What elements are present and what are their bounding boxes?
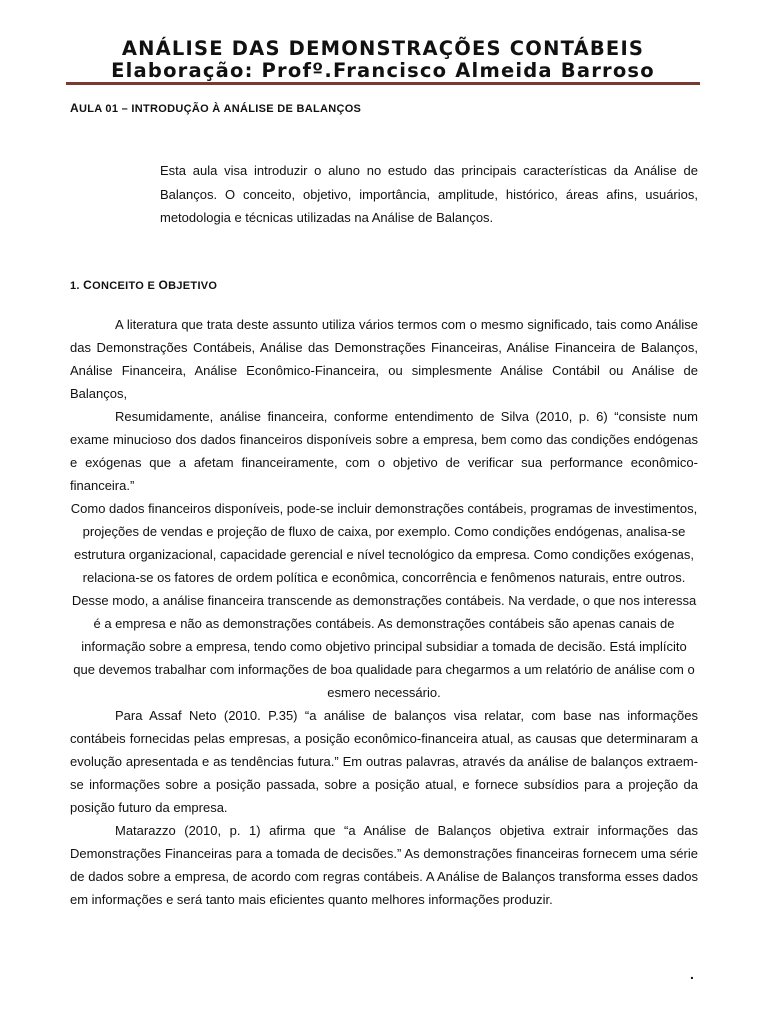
- page-mark: .: [690, 966, 694, 982]
- document-title: ANÁLISE DAS DEMONSTRAÇÕES CONTÁBEIS: [121, 37, 645, 60]
- lesson-title: [70, 101, 361, 115]
- section-number: 1.: [70, 280, 84, 292]
- header-divider: [66, 82, 700, 85]
- paragraph: Para Assaf Neto (2010. P.35) “a análise de balanços visa relatar, com base nas informações contábeis fornecidas pelas empresas, a posição econômico-financeira atual, as causas que determinaram a evolução apresentada e as tendências futura.” Em outras palavras, através da análise de balanços extraem-se informações sobre a posição passada, sobre a posição atual, e fornece subsídios para a projeção da posição futuro da empresa.: [70, 708, 698, 815]
- paragraph: Resumidamente, análise financeira, conforme entendimento de Silva (2010, p. 6) “consiste num exame minucioso dos dados financeiros disponíveis sobre a empresa, bem como das condições endógenas e exógenas que a afetam financeiramente, com o objetivo de verificar sua performance econômico-financeira.”: [70, 409, 698, 493]
- section-title-part2: BJETIVO: [168, 280, 218, 292]
- document-author: Elaboração: Profº.Francisco Almeida Barroso: [111, 59, 655, 82]
- section-initial-c: C: [83, 278, 93, 292]
- section-initial-o: O: [158, 278, 169, 292]
- lesson-title-initial: A: [70, 101, 79, 115]
- section-heading: [70, 278, 217, 292]
- section-body: [70, 313, 698, 911]
- paragraph: A literatura que trata deste assunto utiliza vários termos com o mesmo significado, tais como Análise das Demonstrações Contábeis, Análise das Demonstrações Financeiras, Análise Financeira de Balanços, Análise Financeira, Análise Econômico-Financeira, ou simplesmente Análise Contábil ou Análise de Balanços,: [70, 317, 698, 401]
- document-header: [66, 38, 700, 82]
- lesson-title-rest: ULA 01 – INTRODUÇÃO À ANÁLISE DE BALANÇOS: [78, 103, 362, 115]
- paragraph: Como dados financeiros disponíveis, pode-se incluir demonstrações contábeis, programas de investimentos, projeções de vendas e projeção de fluxo de caixa, por exemplo. Como condições endógenas, analisa-se estrutura organizacional, capacidade gerencial e nível tecnológico da empresa. Como condições exógenas, relaciona-se os fatores de ordem política e econômica, concorrência e fenômenos naturais, entre outros. Desse modo, a análise financeira transcende as demonstrações contábeis. Na verdade, o que nos interessa é a empresa e não as demonstrações contábeis. As demonstrações contábeis são apenas canais de informação sobre a empresa, tendo como objetivo principal subsidiar a tomada de decisão. Está implícito que devemos trabalhar com informações de boa qualidade para chegarmos a um relatório de análise com o esmero necessário.: [70, 501, 698, 700]
- lesson-intro: Esta aula visa introduzir o aluno no estudo das principais características da Análise de Balanços. O conceito, objetivo, importância, amplitude, histórico, áreas afins, usuários, metodologia e técnicas utilizadas na Análise de Balanços.: [160, 163, 698, 225]
- paragraph: Matarazzo (2010, p. 1) afirma que “a Análise de Balanços objetiva extrair informações das Demonstrações Financeiras para a tomada de decisões.” As demonstrações financeiras fornecem uma série de dados sobre a empresa, de acordo com regras contábeis. A Análise de Balanços transforma esses dados em informações e será tanto mais eficientes quanto melhores informações produzir.: [70, 823, 698, 907]
- section-title-part1: ONCEITO E: [92, 280, 159, 292]
